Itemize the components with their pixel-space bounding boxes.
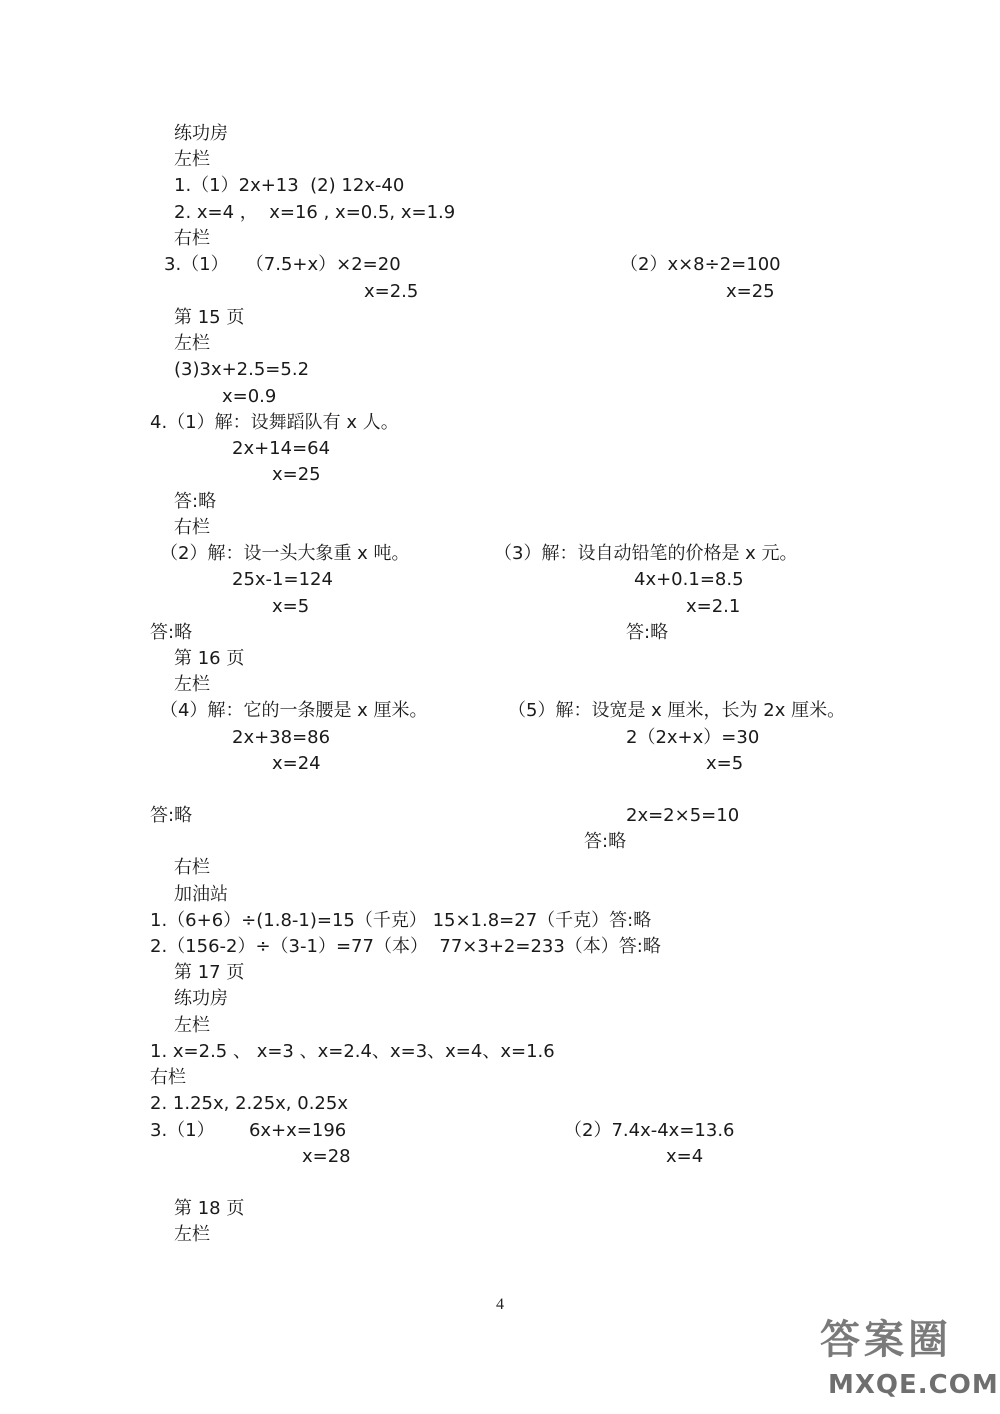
watermark-url: MXQE.COM: [828, 1370, 999, 1400]
watermark-logo: [820, 1317, 999, 1410]
l0: 练功房: [174, 123, 228, 144]
l33: x=5: [706, 753, 744, 774]
l3: 2. x=4 ， x=16 , x=0.5, x=1.9: [174, 202, 456, 223]
l49: x=28: [302, 1146, 351, 1167]
l10: 左栏: [174, 333, 210, 354]
l30: 2x+38=86: [232, 727, 331, 748]
l36: 答:略: [584, 831, 627, 852]
l27: 左栏: [174, 674, 210, 695]
l17: 右栏: [174, 517, 210, 538]
l8: x=25: [726, 281, 775, 302]
l13: 4.（1）解：设舞蹈队有 x 人。: [150, 412, 399, 433]
l51: 第 18 页: [174, 1198, 245, 1219]
l14: 2x+14=64: [232, 438, 331, 459]
l1: 左栏: [174, 149, 210, 170]
l9: 第 15 页: [174, 307, 245, 328]
l24: 答:略: [150, 622, 193, 643]
l25: 答:略: [626, 622, 669, 643]
l18: （2）解：设一头大象重 x 吨。: [160, 543, 410, 564]
l22: x=5: [272, 596, 310, 617]
l4: 右栏: [174, 228, 210, 249]
l6: （2）x×8÷2=100: [620, 254, 781, 275]
l31: 2（2x+x）=30: [626, 727, 760, 748]
l40: 2.（156-2）÷（3-1）=77（本） 77×3+2=233（本）答:略: [150, 936, 661, 957]
l29: （5）解：设宽是 x 厘米，长为 2x 厘米。: [508, 700, 846, 721]
l38: 加油站: [174, 884, 228, 905]
l32: x=24: [272, 753, 321, 774]
l44: 1. x=2.5 、 x=3 、x=2.4、x=3、x=4、x=1.6: [150, 1041, 555, 1062]
l42: 练功房: [174, 988, 228, 1009]
l48: （2）7.4x-4x=13.6: [564, 1120, 735, 1141]
watermark-title: 答案圈: [820, 1317, 952, 1363]
l39: 1.（6+6）÷(1.8-1)=15（千克） 15×1.8=27（千克）答:略: [150, 910, 652, 931]
l26: 第 16 页: [174, 648, 245, 669]
l41: 第 17 页: [174, 962, 245, 983]
l23: x=2.1: [686, 596, 741, 617]
l15: x=25: [272, 464, 321, 485]
l43: 左栏: [174, 1015, 210, 1036]
l47: 3.（1） 6x+x=196: [150, 1120, 347, 1141]
l35: 2x=2×5=10: [626, 805, 740, 826]
l11: (3)3x+2.5=5.2: [174, 359, 310, 380]
l50: x=4: [666, 1146, 704, 1167]
l12: x=0.9: [222, 386, 277, 407]
l20: 25x-1=124: [232, 569, 333, 590]
l28: （4）解：它的一条腰是 x 厘米。: [160, 700, 428, 721]
l7: x=2.5: [364, 281, 419, 302]
l52: 左栏: [174, 1224, 210, 1245]
page-number: 4: [496, 1296, 504, 1313]
l34: 答:略: [150, 805, 193, 826]
l5: 3.（1） （7.5+x）×2=20: [164, 254, 401, 275]
l46: 2. 1.25x, 2.25x, 0.25x: [150, 1093, 348, 1114]
l16: 答:略: [174, 491, 217, 512]
l2: 1.（1）2x+13 (2) 12x-40: [174, 175, 405, 196]
l19: （3）解：设自动铅笔的价格是 x 元。: [494, 543, 798, 564]
l37: 右栏: [174, 857, 210, 878]
l21: 4x+0.1=8.5: [634, 569, 744, 590]
l45: 右栏: [150, 1067, 186, 1088]
